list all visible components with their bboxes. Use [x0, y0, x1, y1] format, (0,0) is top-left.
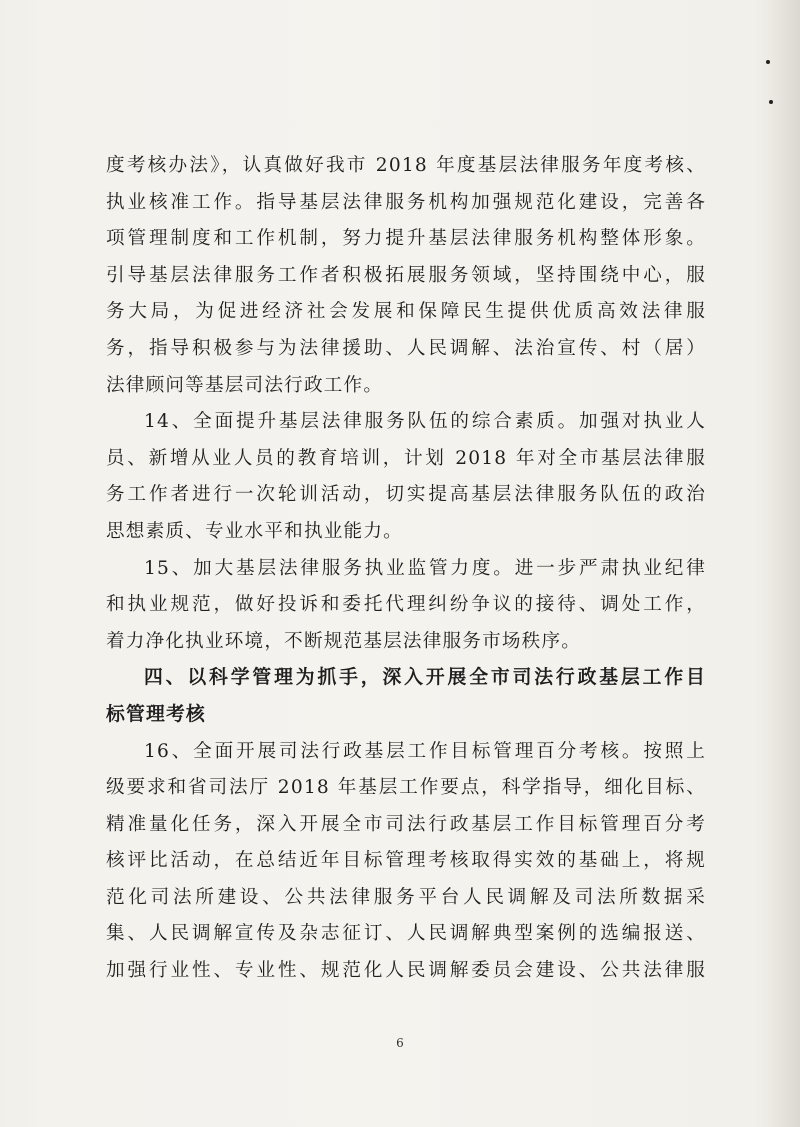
text-line: 14、全面提升基层法律服务队伍的综合素质。加强对执业人 [144, 411, 706, 433]
text-line: 务，指导积极参与为法律援助、人民调解、法治宣传、村（居） [106, 337, 706, 359]
binding-hole-mark [766, 60, 770, 64]
text-line: 引导基层法律服务工作者积极拓展服务领域，坚持围绕中心，服 [106, 264, 706, 286]
text-line: 级要求和省司法厅 2018 年基层工作要点，科学指导，细化目标、 [106, 777, 706, 799]
text-line: 务工作者进行一次轮训活动，切实提高基层法律服务队伍的政治 [106, 484, 706, 506]
text-line: 着力净化执业环境，不断规范基层法律服务市场秩序。 [106, 630, 582, 652]
document-body [106, 148, 706, 990]
text-line: 范化司法所建设、公共法律服务平台人民调解及司法所数据采 [106, 886, 706, 908]
section-heading-line: 四、以科学管理为抓手，深入开展全市司法行政基层工作目 [144, 667, 706, 689]
text-line: 15、加大基层法律服务执业监管力度。进一步严肃执业纪律 [144, 557, 706, 579]
text-line: 度考核办法》，认真做好我市 2018 年度基层法律服务年度考核、 [106, 155, 706, 176]
page-number: 6 [396, 1036, 404, 1050]
text-line: 16、全面开展司法行政基层工作目标管理百分考核。按照上 [144, 740, 706, 762]
text-line: 执业核准工作。指导基层法律服务机构加强规范化建设，完善各 [106, 191, 706, 213]
text-line: 员、新增从业人员的教育培训，计划 2018 年对全市基层法律服 [106, 447, 706, 469]
section-heading-line: 标管理考核 [106, 703, 206, 725]
text-line: 务大局，为促进经济社会发展和保障民生提供优质高效法律服 [106, 301, 706, 323]
text-line: 思想素质、专业水平和执业能力。 [106, 520, 403, 542]
text-line: 加强行业性、专业性、规范化人民调解委员会建设、公共法律服 [106, 960, 706, 982]
text-line: 法律顾问等基层司法行政工作。 [106, 374, 384, 396]
binding-hole-mark [769, 100, 773, 104]
text-line: 核评比活动，在总结近年目标管理考核取得实效的基础上，将规 [106, 850, 706, 872]
text-line: 项管理制度和工作机制，努力提升基层法律服务机构整体形象。 [106, 228, 706, 250]
text-line: 和执业规范，做好投诉和委托代理纠纷争议的接待、调处工作， [106, 594, 706, 616]
text-line: 精准量化任务，深入开展全市司法行政基层工作目标管理百分考 [106, 813, 706, 835]
text-line: 集、人民调解宣传及杂志征订、人民调解典型案例的选编报送、 [106, 923, 706, 945]
